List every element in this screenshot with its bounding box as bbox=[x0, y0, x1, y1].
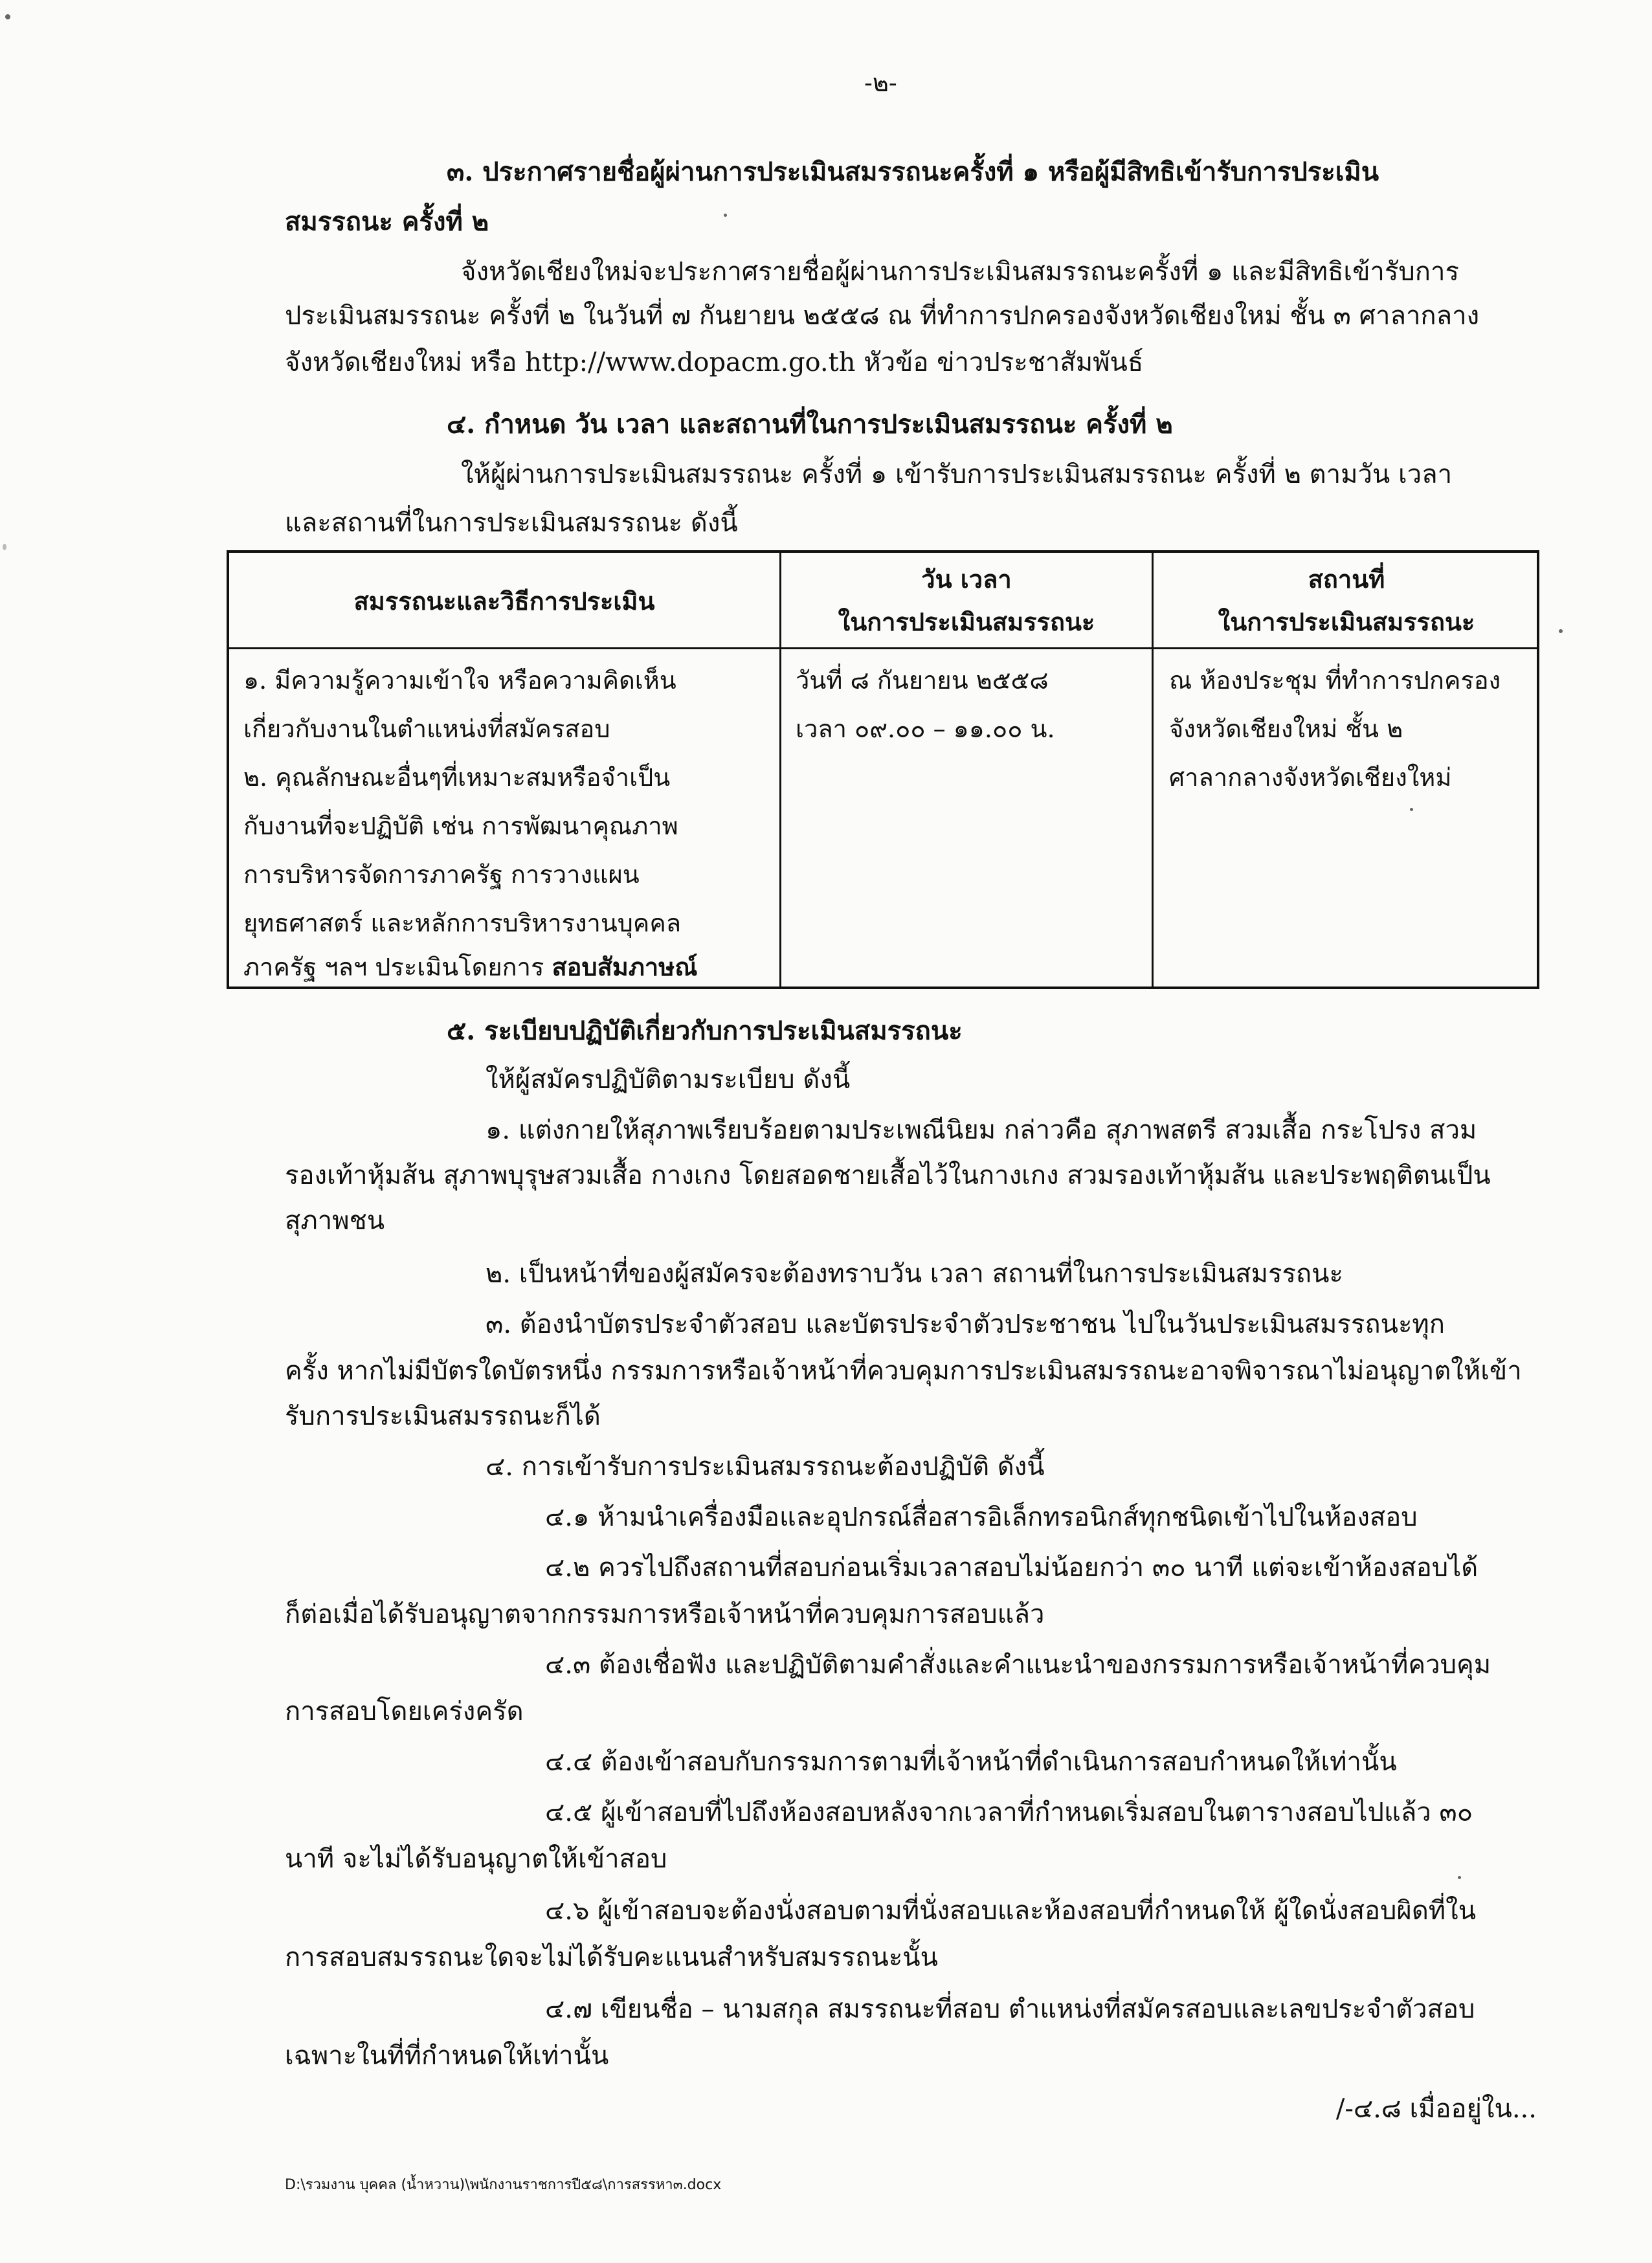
competency-line: เกี่ยวกับงานในตำแหน่งที่สมัครสอบ bbox=[243, 715, 610, 743]
scan-speck bbox=[1410, 808, 1413, 811]
rule-line: ๑. แต่งกายให้สุภาพเรียบร้อยตามประเพณีนิยม กล่าวคือ สุภาพสตรี สวมเสื้อ กระโปรง สวม bbox=[486, 1115, 1477, 1145]
scan-speck bbox=[724, 214, 727, 217]
exam-date: วันที่ ๘ กันยายน ๒๕๕๘ bbox=[796, 666, 1049, 695]
file-path-footer: D:\รวมงาน บุคคล (น้ำหวาน)\พนักงานราชการปี๕๘\การสรรหา๓.docx bbox=[285, 2177, 722, 2193]
rule-line: การสอบโดยเคร่งครัด bbox=[285, 1697, 524, 1726]
rule-line: ๒. เป็นหน้าที่ของผู้สมัครจะต้องทราบวัน เวลา สถานที่ในการประเมินสมรรถนะ bbox=[486, 1259, 1343, 1289]
competency-line: ๒. คุณลักษณะอื่นๆที่เหมาะสมหรือจำเป็น bbox=[243, 763, 671, 792]
section-4-body-2: และสถานที่ในการประเมินสมรรถนะ ดังนี้ bbox=[285, 508, 738, 538]
assessment-schedule-table bbox=[227, 550, 1539, 989]
competency-line-last bbox=[243, 942, 698, 992]
continuation-note: /-๔.๘ เมื่ออยู่ใน... bbox=[1335, 2094, 1537, 2124]
exam-location-3: ศาลากลางจังหวัดเชียงใหม่ bbox=[1169, 763, 1452, 792]
method-prefix: ภาครัฐ ฯลฯ ประเมินโดยการ bbox=[243, 953, 552, 981]
rule-line: ๔.๗ เขียนชื่อ – นามสกุล สมรรถนะที่สอบ ตำแหน่งที่สมัครสอบและเลขประจำตัวสอบ bbox=[545, 1994, 1475, 2024]
competency-line: กับงานที่จะปฏิบัติ เช่น การพัฒนาคุณภาพ bbox=[243, 812, 678, 840]
rule-line: ๔. การเข้ารับการประเมินสมรรถนะต้องปฏิบัติ ดังนี้ bbox=[486, 1452, 1045, 1482]
header-competency-method: สมรรถนะและวิธีการประเมิน bbox=[353, 586, 655, 616]
section-4-title: ๔. กำหนด วัน เวลา และสถานที่ในการประเมินสมรรถนะ ครั้งที่ ๒ bbox=[447, 409, 1173, 440]
rule-line: ก็ต่อเมื่อได้รับอนุญาตจากกรรมการหรือเจ้าหน้าที่ควบคุมการสอบแล้ว bbox=[285, 1600, 1045, 1629]
section-5-title: ๕. ระเบียบปฏิบัติเกี่ยวกับการประเมินสมรรถนะ bbox=[447, 1016, 963, 1046]
method-interview: สอบสัมภาษณ์ bbox=[552, 952, 698, 981]
page-number: -๒- bbox=[864, 69, 897, 97]
competency-line: การบริหารจัดการภาครัฐ การวางแผน bbox=[243, 860, 640, 889]
header-date-time-2: ในการประเมินสมรรถนะ bbox=[838, 607, 1095, 636]
exam-location-1: ณ ห้องประชุม ที่ทำการปกครอง bbox=[1169, 666, 1501, 695]
section-3-body-2: ประเมินสมรรถนะ ครั้งที่ ๒ ในวันที่ ๗ กันยายน ๒๕๕๘ ณ ที่ทำการปกครองจังหวัดเชียงใหม่ ชั้น ๓ ศาลากลาง bbox=[285, 301, 1480, 331]
rule-line: ๔.๕ ผู้เข้าสอบที่ไปถึงห้องสอบหลังจากเวลาที่กำหนดเริ่มสอบในตารางสอบไปแล้ว ๓๐ bbox=[545, 1798, 1473, 1827]
rule-line: ๔.๖ ผู้เข้าสอบจะต้องนั่งสอบตามที่นั่งสอบและห้องสอบที่กำหนดให้ ผู้ใดนั่งสอบผิดที่ใน bbox=[545, 1896, 1477, 1926]
rule-line: ครั้ง หากไม่มีบัตรใดบัตรหนึ่ง กรรมการหรือเจ้าหน้าที่ควบคุมการประเมินสมรรถนะอาจพิจารณาไม่อนุญาตให้เข้า bbox=[285, 1356, 1522, 1386]
rule-line: ๔.๓ ต้องเชื่อฟัง และปฏิบัติตามคำสั่งและคำแนะนำของกรรมการหรือเจ้าหน้าที่ควบคุม bbox=[545, 1650, 1491, 1680]
section-3-title-cont: สมรรถนะ ครั้งที่ ๒ bbox=[285, 206, 489, 237]
rule-line: นาที จะไม่ได้รับอนุญาตให้เข้าสอบ bbox=[285, 1844, 667, 1874]
rule-line: ๔.๔ ต้องเข้าสอบกับกรรมการตามที่เจ้าหน้าที่ดำเนินการสอบกำหนดให้เท่านั้น bbox=[545, 1747, 1397, 1777]
rule-line: สุภาพชน bbox=[285, 1206, 385, 1236]
section-3-body-3: จังหวัดเชียงใหม่ หรือ http://www.dopacm.go.th หัวข้อ ข่าวประชาสัมพันธ์ bbox=[285, 348, 1144, 377]
rule-line: ๓. ต้องนำบัตรประจำตัวสอบ และบัตรประจำตัวประชาชน ไปในวันประเมินสมรรถนะทุก bbox=[486, 1310, 1446, 1339]
rule-line: เฉพาะในที่ที่กำหนดให้เท่านั้น bbox=[285, 2041, 609, 2071]
competency-line: ๑. มีความรู้ความเข้าใจ หรือความคิดเห็น bbox=[243, 666, 676, 695]
competency-line: ยุทธศาสตร์ และหลักการบริหารงานบุคคล bbox=[243, 909, 682, 937]
section-3-body-1: จังหวัดเชียงใหม่จะประกาศรายชื่อผู้ผ่านการประเมินสมรรถนะครั้งที่ ๑ และมีสิทธิเข้ารับการ bbox=[461, 257, 1459, 287]
scan-speck bbox=[5, 14, 10, 19]
rule-line: รับการประเมินสมรรถนะก็ได้ bbox=[285, 1401, 601, 1431]
exam-location-2: จังหวัดเชียงใหม่ ชั้น ๒ bbox=[1169, 715, 1403, 743]
scan-speck bbox=[3, 544, 6, 550]
exam-time: เวลา ๐๙.๐๐ – ๑๑.๐๐ น. bbox=[796, 715, 1055, 743]
section-5-intro: ให้ผู้สมัครปฏิบัติตามระเบียบ ดังนี้ bbox=[486, 1065, 851, 1095]
rule-line: ๔.๑ ห้ามนำเครื่องมือและอุปกรณ์สื่อสารอิเล็กทรอนิกส์ทุกชนิดเข้าไปในห้องสอบ bbox=[545, 1502, 1418, 1532]
header-date-time-1: วัน เวลา bbox=[921, 564, 1012, 594]
rule-line: ๔.๒ ควรไปถึงสถานที่สอบก่อนเริ่มเวลาสอบไม่น้อยกว่า ๓๐ นาที แต่จะเข้าห้องสอบได้ bbox=[545, 1553, 1479, 1583]
header-location-1: สถานที่ bbox=[1308, 564, 1385, 594]
scan-speck bbox=[1559, 629, 1563, 633]
section-3-title: ๓. ประกาศรายชื่อผู้ผ่านการประเมินสมรรถนะครั้งที่ ๑ หรือผู้มีสิทธิเข้ารับการประเมิน bbox=[447, 157, 1379, 187]
rule-line: การสอบสมรรถนะใดจะไม่ได้รับคะแนนสำหรับสมรรถนะนั้น bbox=[285, 1943, 938, 1972]
scan-speck bbox=[1458, 1876, 1461, 1879]
rule-line: รองเท้าหุ้มส้น สุภาพบุรุษสวมเสื้อ กางเกง โดยสอดชายเสื้อไว้ในกางเกง สวมรองเท้าหุ้มส้น และประพฤติตนเป็น bbox=[285, 1161, 1491, 1190]
section-4-body-1: ให้ผู้ผ่านการประเมินสมรรถนะ ครั้งที่ ๑ เข้ารับการประเมินสมรรถนะ ครั้งที่ ๒ ตามวัน เวลา bbox=[461, 460, 1453, 489]
header-location-2: ในการประเมินสมรรถนะ bbox=[1218, 607, 1475, 636]
